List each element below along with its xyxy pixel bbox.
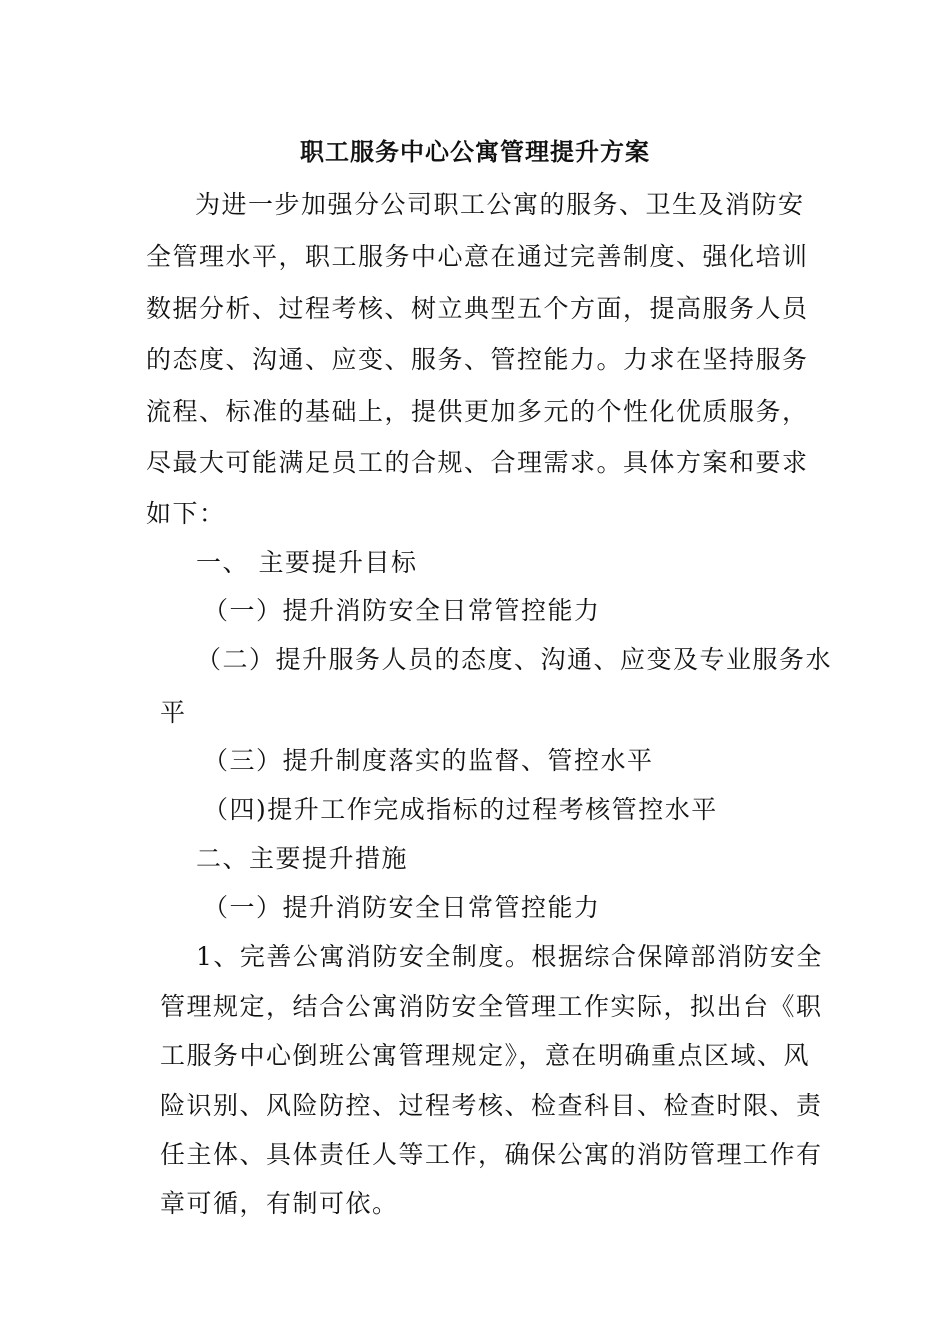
- intro-line-4: 的态度、沟通、应变、服务、管控能力。力求在坚持服务: [146, 345, 809, 374]
- goal-item-4: （四)提升工作完成指标的过程考核管控水平: [203, 795, 718, 824]
- measure-detail-line-6: 章可循，有制可依。: [160, 1189, 399, 1218]
- section-heading-goals: 一、 主要提升目标: [196, 548, 418, 577]
- goal-item-3: （三）提升制度落实的监督、管控水平: [203, 746, 654, 775]
- document-title: 职工服务中心公寓管理提升方案: [300, 137, 650, 166]
- section-heading-measures: 二、主要提升措施: [196, 844, 409, 873]
- measure-item-1: （一）提升消防安全日常管控能力: [203, 893, 601, 922]
- measure-detail-line-4: 险识别、风险防控、过程考核、检查科目、检查时限、责: [160, 1091, 823, 1120]
- measure-detail-line-5: 任主体、具体责任人等工作，确保公寓的消防管理工作有: [160, 1140, 823, 1169]
- intro-line-6: 尽最大可能满足员工的合规、合理需求。具体方案和要求: [146, 448, 809, 477]
- intro-line-3: 数据分析、过程考核、树立典型五个方面，提高服务人员: [146, 294, 809, 323]
- goal-item-2-line-1: （二）提升服务人员的态度、沟通、应变及专业服务水: [196, 645, 833, 674]
- measure-detail-line-3: 工服务中心倒班公寓管理规定》，意在明确重点区域、风: [160, 1041, 811, 1070]
- goal-item-1: （一）提升消防安全日常管控能力: [203, 596, 601, 625]
- measure-detail-line-1: 1、完善公寓消防安全制度。根据综合保障部消防安全: [196, 942, 823, 971]
- intro-line-2: 全管理水平，职工服务中心意在通过完善制度、强化培训: [146, 242, 809, 271]
- goal-item-2-line-2: 平: [160, 698, 187, 727]
- intro-line-7: 如下：: [146, 499, 226, 528]
- intro-line-1: 为进一步加强分公司职工公寓的服务、卫生及消防安: [195, 190, 805, 219]
- intro-line-5: 流程、标准的基础上，提供更加多元的个性化优质服务，: [146, 397, 809, 426]
- measure-detail-line-2: 管理规定，结合公寓消防安全管理工作实际，拟出台《职: [160, 992, 823, 1021]
